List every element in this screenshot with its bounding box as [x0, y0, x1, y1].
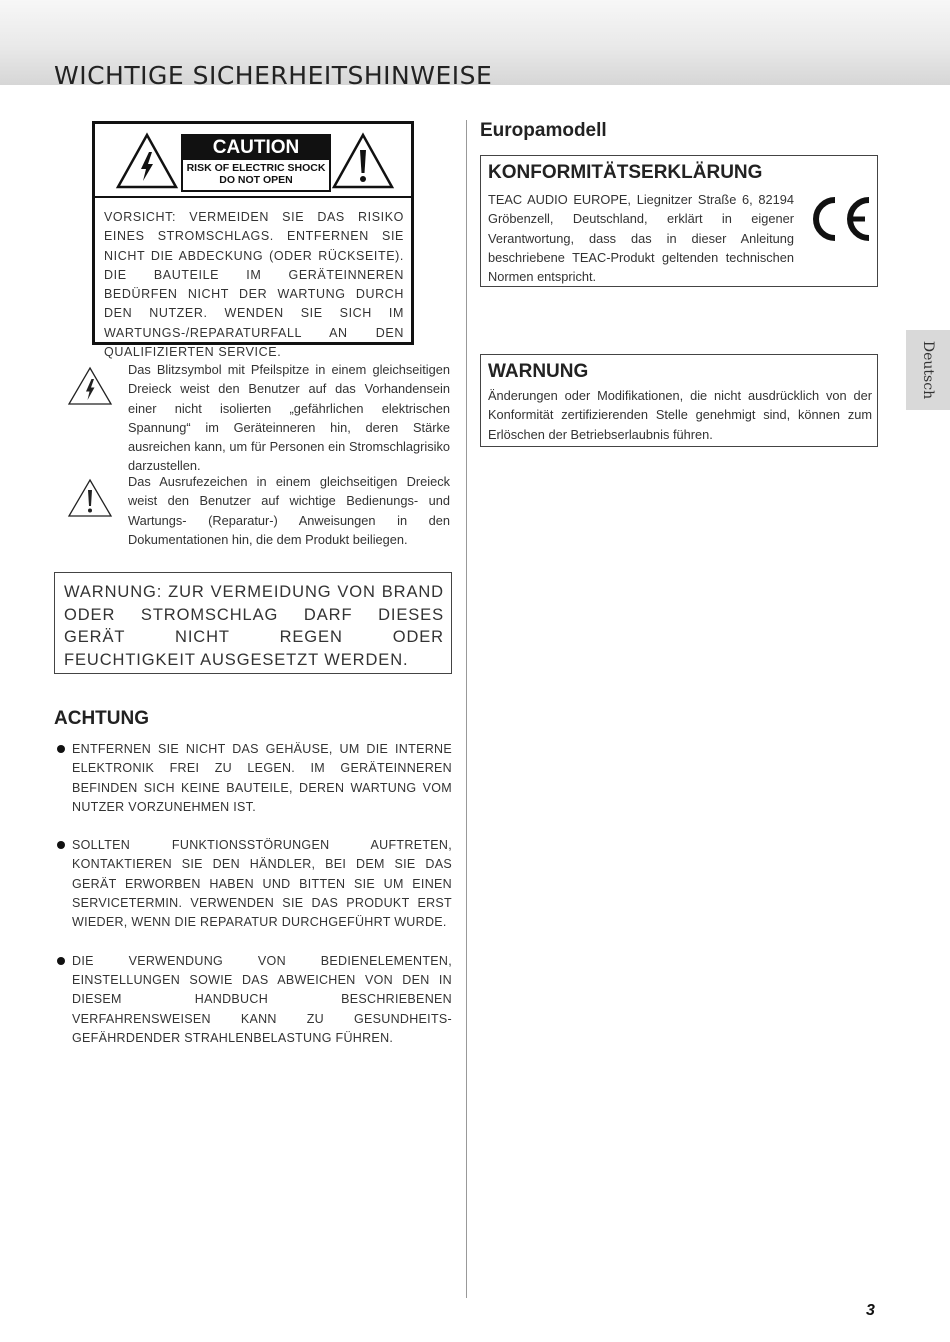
page-number: 3	[866, 1302, 875, 1319]
conformity-text: TEAC AUDIO EUROPE, Liegnitzer Straße 6, 82194 Gröbenzell, Deutschland, erklärt in eigener Verantwortung, dass das in dieser Anleitung beschriebene TEAC-Produkt geltenden technischen Normen entspricht.	[488, 192, 794, 285]
fire-shock-warning-text: WARNUNG: ZUR VERMEIDUNG VON BRAND ODER STROMSCHLAG DARF DIESES GERÄT NICHT REGEN ODER FEUCHTIGKEIT AUSGESETZT WERDEN.	[64, 583, 444, 669]
caution-header	[95, 124, 411, 198]
lightning-warning-icon	[115, 132, 179, 190]
caution-box	[92, 121, 414, 360]
caution-word: CAUTION	[183, 136, 329, 160]
caution-sublabel	[183, 162, 329, 186]
list-item: ENTFERNEN SIE NICHT DAS GEHÄUSE, UM DIE INTERNE ELEKTRONIK FREI ZU LEGEN. IM GERÄTEINNEREN BEFINDEN SICH KEINE BAUTEILE, DEREN WARTUNG VOM NUTZER VORZUNEHMEN IST.	[54, 740, 452, 817]
conformity-heading: KONFORMITÄTSERKLÄRUNG	[488, 162, 763, 183]
conformity-box	[480, 155, 878, 287]
list-item: DIE VERWENDUNG VON BEDIENELEMENTEN, EINSTELLUNGEN SOWIE DAS ABWEICHEN VON DEN IN DIESEM HANDBUCH BESCHRIEBENEN VERFAHRENSWEISEN KANN ZU GESUNDHEITS-GEFÄHRDENDER STRAHLENBELASTUNG FÜHREN.	[54, 952, 452, 1048]
warnung-heading: WARNUNG	[488, 361, 589, 382]
warnung-box	[480, 354, 878, 447]
exclamation-symbol-icon	[67, 478, 113, 518]
warnung-text: Änderungen oder Modifikationen, die nicht ausdrücklich von der Konformität zertifizierenden Stelle genehmigt sind, können zum Erlöschen der Betriebserlaubnis führen.	[488, 388, 872, 442]
list-item: SOLLTEN FUNKTIONSSTÖRUNGEN AUFTRETEN, KONTAKTIEREN SIE DEN HÄNDLER, BEI DEM SIE DAS GERÄT ERWORBEN HABEN UND BITTEN SIE UM EINEN SERVICETERMIN. VERWENDEN SIE DAS PRODUKT ERST WIEDER, WENN DIE REPARATUR DURCHGEFÜHRT WURDE.	[54, 836, 452, 932]
europe-heading: Europamodell	[480, 120, 607, 141]
exclamation-symbol-text: Das Ausrufezeichen in einem gleichseitigen Dreieck weist den Benutzer auf wichtige Bedienungs- und Wartungs- (Reparatur-) Anweisungen in den Dokumentationen hin, die dem Produkt beiliegen.	[128, 474, 450, 547]
caution-sublabel-line2: DO NOT OPEN	[219, 174, 293, 186]
caution-text: VORSICHT: VERMEIDEN SIE DAS RISIKO EINES STROMSCHLAGS. ENTFERNEN SIE NICHT DIE ABDECKUNG (ODER RÜCKSEITE). DIE BAUTEILE IM GERÄTEINNEREN BEDÜRFEN NICHT DER WARTUNG DURCH DEN NUTZER. WENDEN SIE SICH IM WARTUNGS-/REPARATURFALL AN DEN QUALIFIZIERTEN SERVICE.	[104, 210, 404, 360]
page-title: WICHTIGE SICHERHEITSHINWEISE	[54, 60, 493, 90]
lightning-symbol-text: Das Blitzsymbol mit Pfeilspitze in einem gleichseitigen Dreieck weist den Benutzer auf das Vorhandensein einer nicht isolierten „gefährlichen elektrischen Spannung“ im Geräteinneren hin, deren Stärke ausreichen kann, um für Personen ein Stromschlagrisiko darzustellen.	[128, 362, 450, 474]
achtung-heading: ACHTUNG	[54, 708, 149, 729]
lightning-symbol-icon	[67, 366, 113, 406]
achtung-list	[54, 740, 452, 1067]
caution-sublabel-line1: RISK OF ELECTRIC SHOCK	[186, 162, 326, 174]
language-tab-label: Deutsch	[920, 340, 936, 400]
page-header	[0, 0, 950, 90]
caution-label	[181, 134, 331, 192]
column-divider	[466, 120, 467, 1298]
fire-shock-warning-box	[54, 572, 452, 674]
ce-mark-icon	[807, 194, 873, 244]
exclamation-warning-icon	[331, 132, 395, 190]
language-tab	[906, 330, 950, 410]
